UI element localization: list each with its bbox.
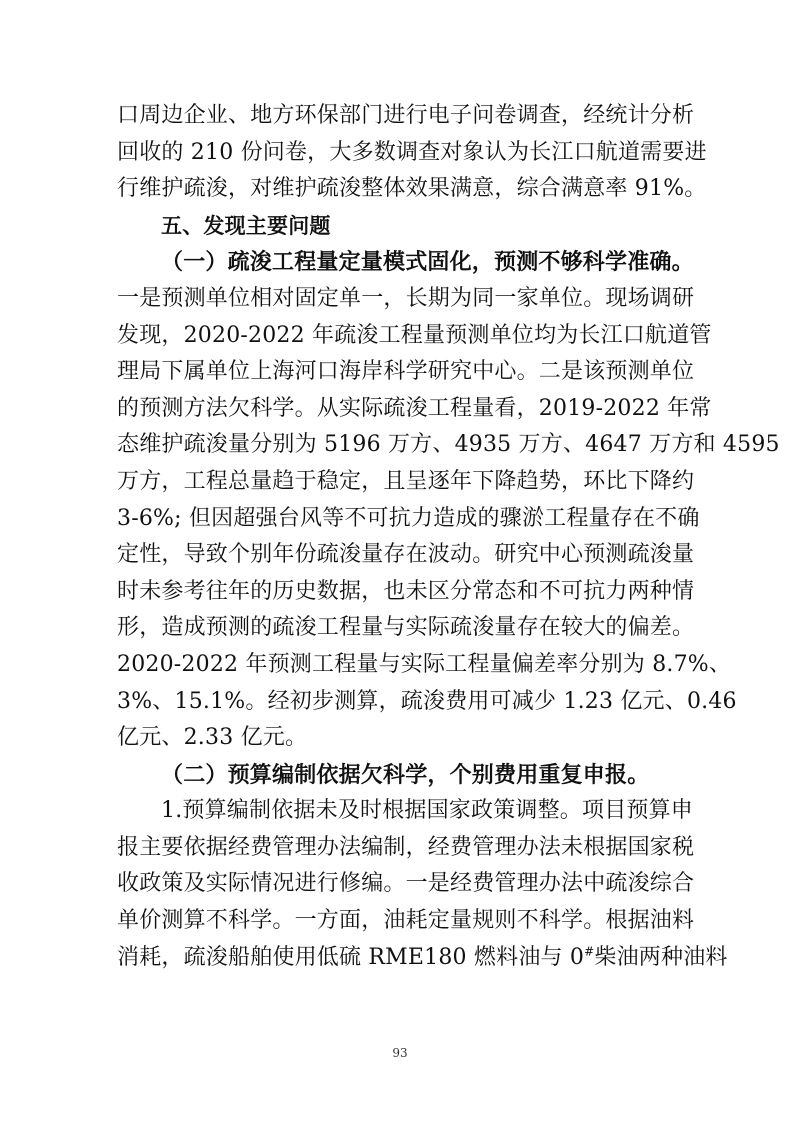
text-line: 态维护疏浚量分别为 5196 万方、4935 万方、4647 万方和 4595	[117, 432, 780, 458]
text-line: 亿元、2.33 亿元。	[117, 725, 308, 751]
text-line: 1.预算编制依据未及时根据国家政策调整。项目预算申	[161, 798, 693, 824]
document-body	[117, 98, 780, 976]
text-line: 形，造成预测的疏浚工程量与实际疏浚量存在较大的偏差。	[117, 615, 695, 641]
text-line: 单价测算不科学。一方面，油耗定量规则不科学。根据油料	[117, 908, 695, 934]
text-line: 一是预测单位相对固定单一，长期为同一家单位。现场调研	[117, 285, 695, 311]
text-line: 收政策及实际情况进行修编。一是经费管理办法中疏浚综合	[117, 871, 695, 897]
text-line: 的预测方法欠科学。从实际疏浚工程量看，2019-2022 年常	[117, 395, 712, 421]
text-line: 理局下属单位上海河口海岸科学研究中心。二是该预测单位	[117, 359, 695, 385]
text-fragment: 柴油两种油料	[594, 944, 728, 970]
text-line: 回收的 210 份问卷，大多数调查对象认为长江口航道需要进	[117, 139, 707, 165]
page-number: 93	[392, 1046, 408, 1060]
text-line: 3-6%; 但因超强台风等不可抗力造成的骤淤工程量存在不确	[117, 505, 700, 531]
text-line: 万方，工程总量趋于稳定，且呈逐年下降趋势，环比下降约	[117, 468, 695, 494]
subsection-heading: （二）预算编制依据欠科学，个别费用重复申报。	[161, 761, 650, 788]
text-line: 口周边企业、地方环保部门进行电子问卷调查，经统计分析	[117, 103, 695, 128]
text-line: 定性，导致个别年份疏浚量存在波动。研究中心预测疏浚量	[117, 542, 695, 568]
section-heading: 五、发现主要问题	[161, 213, 331, 238]
superscript-mark: #	[584, 944, 595, 959]
text-line: 2020-2022 年预测工程量与实际工程量偏差率分别为 8.7%、	[117, 651, 732, 677]
text-line: 报主要依据经费管理办法编制，经费管理办法未根据国家税	[117, 834, 695, 860]
text-line: 发现，2020-2022 年疏浚工程量预测单位均为长江口航道管	[117, 322, 712, 348]
text-line: 3%、15.1%。经初步测算，疏浚费用可减少 1.23 亿元、0.46	[117, 688, 737, 714]
text-fragment: 消耗，疏浚船舶使用低硫 RME180 燃料油与 0	[117, 944, 585, 970]
text-line	[117, 940, 728, 977]
text-line: 时未参考往年的历史数据，也未区分常态和不可抗力两种情	[117, 578, 695, 604]
text-line: 行维护疏浚，对维护疏浚整体效果满意，综合满意率 91%。	[117, 176, 707, 202]
subsection-heading: （一）疏浚工程量定量模式固化，预测不够科学准确。	[161, 249, 694, 276]
